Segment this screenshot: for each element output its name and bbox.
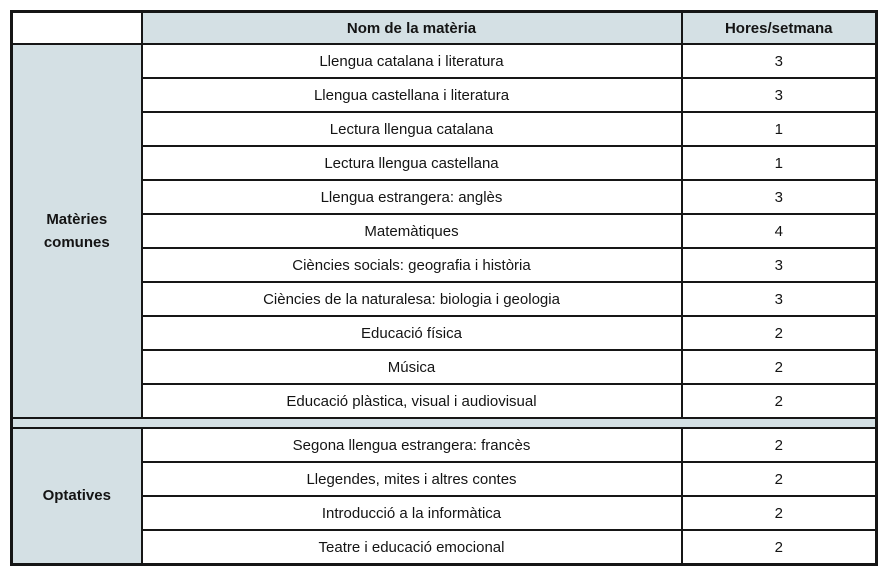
subject-row	[12, 428, 877, 462]
hours-per-week-cell: 2	[682, 530, 877, 565]
subject-name-cell: Lectura llengua castellana	[142, 146, 682, 180]
corner-cell	[12, 12, 142, 45]
hours-per-week-cell: 2	[682, 496, 877, 530]
subject-row	[12, 530, 877, 565]
group-separator-row	[12, 418, 877, 428]
subject-name-cell: Matemàtiques	[142, 214, 682, 248]
group-separator-cell	[12, 418, 877, 428]
subject-name-cell: Llengua castellana i literatura	[142, 78, 682, 112]
subject-row	[12, 146, 877, 180]
subject-row	[12, 496, 877, 530]
subject-name-cell: Ciències socials: geografia i història	[142, 248, 682, 282]
subject-name-cell: Llegendes, mites i altres contes	[142, 462, 682, 496]
hours-per-week-cell: 2	[682, 350, 877, 384]
hours-per-week-cell: 2	[682, 462, 877, 496]
hours-per-week-cell: 2	[682, 384, 877, 418]
hours-per-week-cell: 3	[682, 248, 877, 282]
subject-row	[12, 44, 877, 78]
hours-per-week-cell: 1	[682, 146, 877, 180]
group-label-materies-comunes: Matèries comunes	[12, 44, 142, 418]
subject-name-cell: Introducció a la informàtica	[142, 496, 682, 530]
subject-name-cell: Llengua catalana i literatura	[142, 44, 682, 78]
subject-name-cell: Segona llengua estrangera: francès	[142, 428, 682, 462]
hours-per-week-cell: 3	[682, 78, 877, 112]
subject-name-cell: Ciències de la naturalesa: biologia i geologia	[142, 282, 682, 316]
subject-row	[12, 180, 877, 214]
subject-name-cell: Lectura llengua catalana	[142, 112, 682, 146]
subject-row	[12, 78, 877, 112]
subject-name-cell: Llengua estrangera: anglès	[142, 180, 682, 214]
hours-per-week-cell: 2	[682, 316, 877, 350]
subject-name-cell: Música	[142, 350, 682, 384]
subject-name-cell: Educació física	[142, 316, 682, 350]
subject-row	[12, 248, 877, 282]
table-body	[12, 44, 877, 565]
hours-per-week-cell: 3	[682, 180, 877, 214]
group-label-optatives: Optatives	[12, 428, 142, 565]
hours-per-week-cell: 3	[682, 44, 877, 78]
hours-per-week-cell: 2	[682, 428, 877, 462]
column-header-subject-name: Nom de la matèria	[142, 12, 682, 45]
hours-per-week-cell: 4	[682, 214, 877, 248]
hours-per-week-cell: 3	[682, 282, 877, 316]
subject-row	[12, 214, 877, 248]
hours-per-week-cell: 1	[682, 112, 877, 146]
subject-row	[12, 350, 877, 384]
subject-row	[12, 316, 877, 350]
subject-row	[12, 462, 877, 496]
subject-row	[12, 282, 877, 316]
header-row	[12, 12, 877, 45]
subject-row	[12, 112, 877, 146]
subject-name-cell: Educació plàstica, visual i audiovisual	[142, 384, 682, 418]
subject-name-cell: Teatre i educació emocional	[142, 530, 682, 565]
subject-row	[12, 384, 877, 418]
subjects-schedule-table	[10, 10, 878, 566]
column-header-hours-per-week: Hores/setmana	[682, 12, 877, 45]
